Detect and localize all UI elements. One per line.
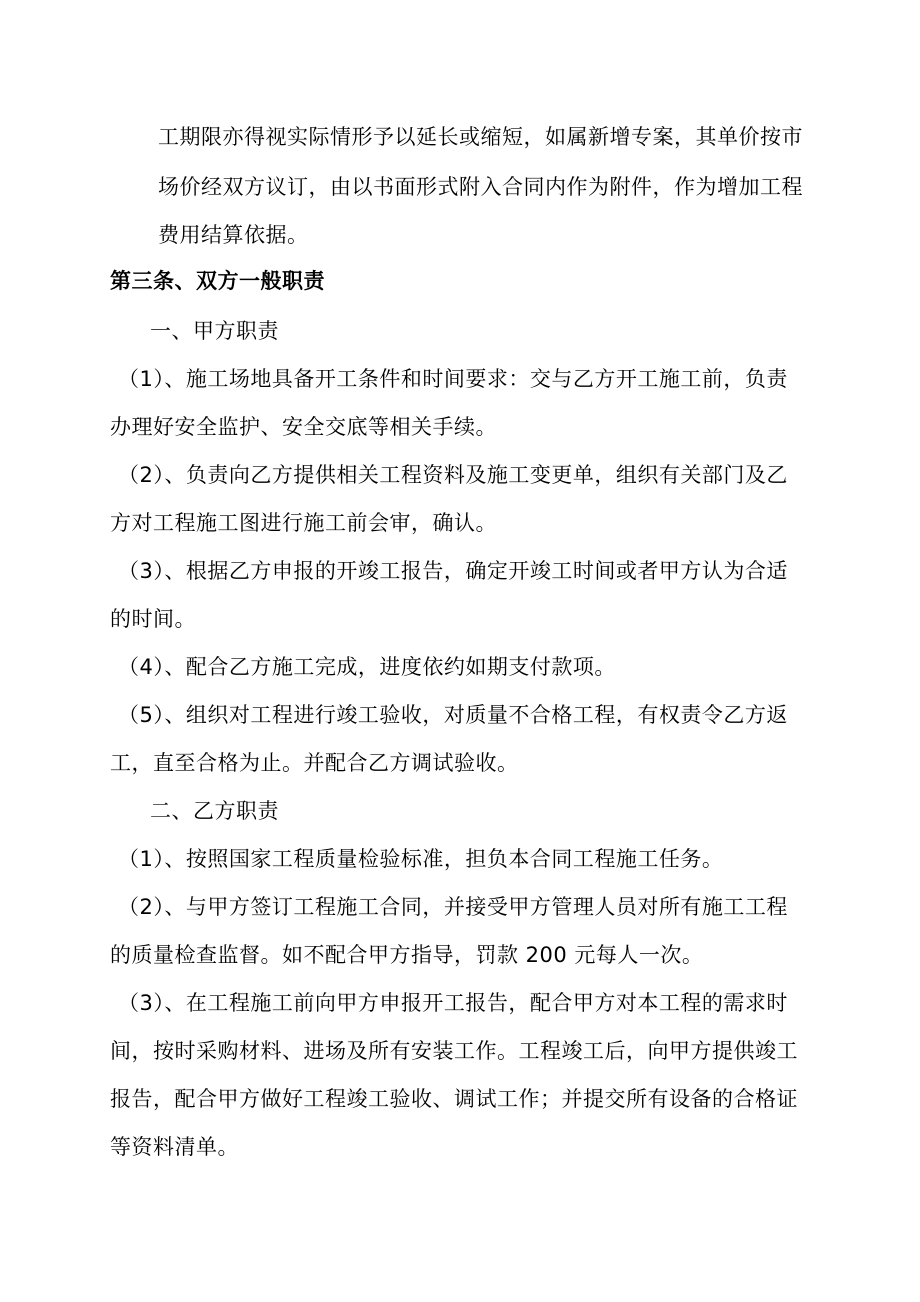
section-heading: 第三条、双方一般职责 <box>110 269 325 293</box>
list-item-line: （2）、与甲方签订工程施工合同，并接受甲方管理人员对所有施工工程 <box>118 895 788 919</box>
list-item-line: 办理好安全监护、安全交底等相关手续。 <box>110 415 497 439</box>
subsection-heading: 一、甲方职责 <box>150 319 279 343</box>
body-text-line: 场价经双方议订，由以书面形式附入合同内作为附件，作为增加工程 <box>158 175 803 199</box>
list-item-line: 报告，配合甲方做好工程竣工验收、调试工作；并提交所有设备的合格证 <box>110 1087 798 1111</box>
list-item-line: （2）、负责向乙方提供相关工程资料及施工变更单，组织有关部门及乙 <box>118 463 788 487</box>
body-text-line: 费用结算依据。 <box>158 223 309 247</box>
list-item-line: 间，按时采购材料、进场及所有安装工作。工程竣工后，向甲方提供竣工 <box>110 1039 798 1063</box>
list-item-line: 的质量检查监督。如不配合甲方指导，罚款 200 元每人一次。 <box>110 943 704 967</box>
list-item-line: 的时间。 <box>110 607 196 631</box>
list-item-line: （3）、在工程施工前向甲方申报开工报告，配合甲方对本工程的需求时 <box>118 991 788 1015</box>
list-item-line: 工，直至合格为止。并配合乙方调试验收。 <box>110 751 519 775</box>
list-item-line: （1）、施工场地具备开工条件和时间要求：交与乙方开工施工前，负责 <box>118 367 788 391</box>
body-text-line: 工期限亦得视实际情形予以延长或缩短，如属新增专案，其单价按市 <box>158 125 803 149</box>
list-item-line: （3）、根据乙方申报的开竣工报告，确定开竣工时间或者甲方认为合适 <box>118 559 788 583</box>
list-item-line: 方对工程施工图进行施工前会审，确认。 <box>110 511 497 535</box>
subsection-heading: 二、乙方职责 <box>150 799 279 823</box>
list-item-line: （5）、组织对工程进行竣工验收，对质量不合格工程，有权责令乙方返 <box>118 703 788 727</box>
list-item-line: （4）、配合乙方施工完成，进度依约如期支付款项。 <box>118 655 616 679</box>
list-item-line: 等资料清单。 <box>110 1135 239 1159</box>
list-item-line: （1）、按照国家工程质量检验标准，担负本合同工程施工任务。 <box>118 847 724 871</box>
